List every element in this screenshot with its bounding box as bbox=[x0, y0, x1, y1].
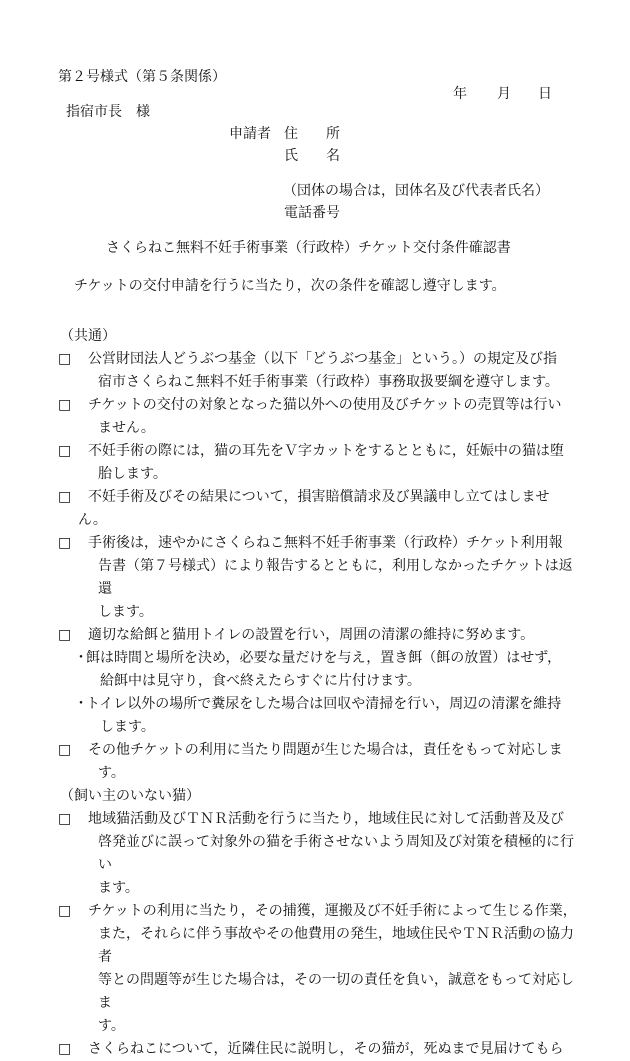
item-line: その他チケットの利用に当たり問題が生じた場合は，責任をもって対応しま bbox=[88, 742, 563, 758]
item-line: 不妊手術の際には，猫の耳先をＶ字カットをするとともに，妊娠中の猫は堕 bbox=[88, 443, 564, 459]
sub-item-line: 餌は時間と場所を決め，必要な量だけを与え，置き餌（餌の放置）はせず， bbox=[86, 650, 562, 666]
item-line: チケットの利用に当たり，その捕獲，運搬及び不妊手術によって生じる作業， bbox=[88, 903, 577, 919]
sub-item bbox=[58, 693, 578, 739]
form-label: 第２号様式（第５条関係） bbox=[58, 69, 226, 85]
checkbox[interactable]: □ bbox=[58, 811, 72, 827]
condition-item bbox=[58, 394, 578, 440]
condition-item bbox=[58, 624, 578, 647]
sub-item-line: トイレ以外の場所で糞尿をした場合は回収や清掃を行い，周辺の清潔を維持 bbox=[86, 696, 562, 712]
sub-item-line: します。 bbox=[100, 719, 155, 735]
bullet: ・ bbox=[74, 650, 88, 666]
group-note: （団体の場合は，団体名及び代表者氏名） bbox=[283, 183, 549, 199]
document-title: さくらねこ無料不妊手術事業（行政枠）チケット交付条件確認書 bbox=[106, 240, 511, 256]
item-line: さくらねこについて，近隣住民に説明し，その猫が，死ぬまで見届けてもら bbox=[88, 1041, 564, 1057]
bullet: ・ bbox=[74, 696, 88, 712]
checkbox[interactable]: □ bbox=[58, 351, 72, 367]
date-year: 年 bbox=[453, 86, 467, 102]
checkbox[interactable]: □ bbox=[58, 489, 72, 505]
checkbox[interactable]: □ bbox=[58, 1041, 72, 1057]
item-line: 適切な給餌と猫用トイレの設置を行い，周囲の清潔の維持に努めます。 bbox=[88, 627, 535, 643]
checkbox[interactable]: □ bbox=[58, 627, 72, 643]
name-label: 氏 名 bbox=[284, 148, 340, 164]
condition-item bbox=[58, 440, 578, 486]
checkbox[interactable]: □ bbox=[58, 397, 72, 413]
item-line: チケットの交付の対象となった猫以外への使用及びチケットの売買等は行い bbox=[88, 397, 562, 413]
address-label: 住 所 bbox=[284, 126, 340, 142]
section-heading-ownerless: （飼い主のいない猫） bbox=[60, 788, 200, 804]
date-month: 月 bbox=[497, 86, 511, 102]
condition-item bbox=[58, 348, 578, 394]
intro-statement: チケットの交付申請を行うに当たり，次の条件を確認し遵守します。 bbox=[74, 278, 506, 294]
date-day: 日 bbox=[538, 86, 552, 102]
checkbox[interactable]: □ bbox=[58, 903, 72, 919]
item-line: 胎します。 bbox=[98, 466, 167, 482]
sub-item-line: 給餌中は見守り，食べ終えたらすぐに片付けます。 bbox=[100, 673, 421, 689]
conditions-list bbox=[58, 325, 578, 1061]
condition-item bbox=[58, 532, 578, 624]
item-line: 告書（第７号様式）により報告するとともに，利用しなかったチケットは返還 bbox=[98, 558, 573, 597]
condition-item bbox=[58, 486, 578, 532]
item-line: す。 bbox=[98, 765, 125, 781]
condition-item bbox=[58, 808, 578, 900]
item-line: す。 bbox=[98, 1018, 125, 1034]
addressee: 指宿市長 様 bbox=[66, 104, 150, 120]
condition-item bbox=[58, 900, 578, 1038]
checkbox[interactable]: □ bbox=[58, 535, 72, 551]
phone-label: 電話番号 bbox=[284, 205, 340, 221]
applicant-label: 申請者 bbox=[229, 126, 271, 142]
condition-item bbox=[58, 739, 578, 785]
item-line: また，それらに伴う事故やその他費用の発生，地域住民やＴＮＲ活動の協力者 bbox=[98, 926, 574, 965]
condition-item bbox=[58, 1038, 578, 1061]
section-heading-common: （共通） bbox=[60, 328, 116, 344]
item-line: ません。 bbox=[98, 420, 155, 436]
item-line: 手術後は，速やかにさくらねこ無料不妊手術事業（行政枠）チケット利用報 bbox=[88, 535, 563, 551]
item-line: します。 bbox=[98, 604, 153, 620]
item-line: 不妊手術及びその結果について，損害賠償請求及び異議申し立てはしません。 bbox=[78, 489, 550, 528]
checkbox[interactable]: □ bbox=[58, 742, 72, 758]
item-line: 公営財団法人どうぶつ基金（以下「どうぶつ基金」という。）の規定及び指 bbox=[88, 351, 557, 367]
item-line: 啓発並びに誤って対象外の猫を手術させないよう周知及び対策を積極的に行い bbox=[98, 834, 574, 873]
item-line: ます。 bbox=[98, 880, 139, 896]
checkbox[interactable]: □ bbox=[58, 443, 72, 459]
sub-item bbox=[58, 647, 578, 693]
item-line: 等との問題等が生じた場合は，その一切の責任を負い，誠意をもって対応しま bbox=[98, 972, 574, 1011]
item-line: 地域猫活動及びＴＮＲ活動を行うに当たり，地域住民に対して活動普及及び bbox=[88, 811, 564, 827]
item-line: 宿市さくらねこ無料不妊手術事業（行政枠）事務取扱要綱を遵守します。 bbox=[98, 374, 559, 390]
